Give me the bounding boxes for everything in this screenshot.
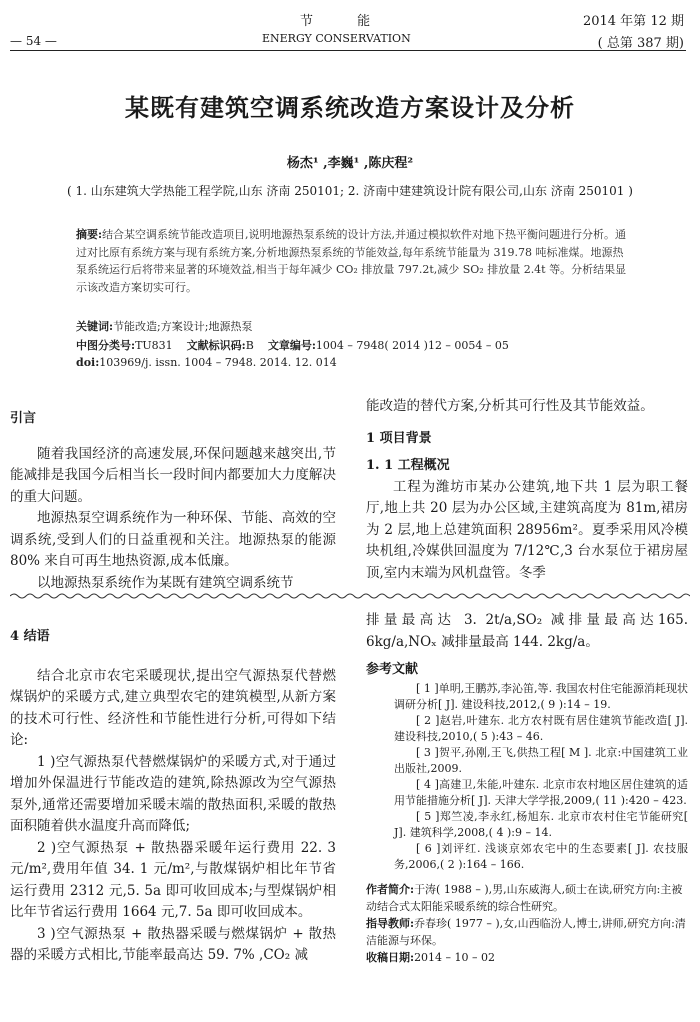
conclusion-heading: 4 结语 (10, 629, 50, 644)
intro-paragraph-2: 地源热泵空调系统作为一种环保、节能、高效的空调系统,受到人们的日益重视和关注。地源热泵的能源 80% 来自可再生地热资源,成本低廉。 (10, 510, 336, 569)
received-label: 收稿日期: (366, 950, 415, 964)
article-authors: 杨杰¹ ,李巍¹ ,陈庆程² (286, 156, 414, 171)
project-overview-paragraph: 工程为潍坊市某办公建筑,地下共 1 层为职工餐厅,地上共 20 层为办公区域,主建筑高度为 81m,裙房为 2 层,地上总建筑面积 28956m²。夏季采用风冷模块机组,冷媒供回温度为 7/12℃,3 台水泵位于裙房屋顶,室内末端为风机盘管。冬季 (366, 478, 688, 581)
reference-item: [ 1 ]单明,王鹏苏,李沁笛,等. 我国农村住宅能源消耗现状调研分析[ J]. 建设科技,2012,( 9 ):14 – 19. (394, 681, 688, 711)
doccode-label: 文献标识码: (186, 339, 246, 352)
clc-label: 中图分类号: (76, 339, 136, 352)
wavy-divider (10, 591, 690, 601)
issue-number: 2014 年第 12 期 (582, 14, 684, 29)
abstract-label: 摘要: (76, 228, 103, 241)
author-affiliation: ( 1. 山东建筑大学热能工程学院,山东 济南 250101; 2. 济南中建建筑设计院有限公司,山东 济南 250101 ) (67, 184, 633, 198)
conclusion-column (10, 626, 336, 967)
journal-name-en: ENERGY CONSERVATION (262, 32, 411, 45)
intro-paragraph-1: 随着我国经济的高速发展,环保问题越来越突出,节能减排是我国今后相当长一段时间内都要加大力度解决的重大问题。 (10, 445, 336, 505)
received-value: 2014 – 10 – 02 (414, 950, 496, 964)
advisor-label: 指导教师: (366, 916, 415, 930)
keywords-label: 关键词: (76, 320, 114, 333)
intro-continuation: 能改造的替代方案,分析其可行性及其节能效益。 (366, 398, 654, 414)
intro-column (10, 408, 336, 594)
author-bio-label: 作者简介: (366, 882, 415, 896)
reference-item: [ 6 ]刘评红. 浅谈京郊农宅中的生态要素[ J]. 农技服务,2006,( 2 ):164 – 166. (394, 841, 688, 871)
intro-heading: 引言 (10, 411, 37, 426)
classification-line (76, 337, 632, 353)
conclusion-continuation: 排量最高达 3. 2t/a,SO₂ 减排量最高达165. 6kg/a,NOₓ 减排量最高 144. 2kg/a。 (366, 612, 688, 650)
article-title: 某既有建筑空调系统改造方案设计及分析 (125, 93, 575, 122)
references-column (366, 610, 688, 966)
conclusion-paragraph-3: 2 )空气源热泵 + 散热器采暖年运行费用 22. 3 元/m²,费用年值 34. 1 元/m²,与散煤锅炉相比年节省运行费用 2312 元,5. 5a 即可收回成本;与型煤锅炉相比年节省运行费用 1664 元,7. 5a 即可收回成本。 (10, 839, 336, 920)
reference-list (366, 681, 688, 873)
reference-item: [ 2 ]赵岩,叶建东. 北方农村既有居住建筑节能改造[ J]. 建设科技,2010,( 5 ):43 – 46. (394, 713, 688, 743)
author-bio-text: 于涛( 1988 – ),男,山东威海人,硕士在读,研究方向:主被动结合式太阳能采暖系统的综合性研究。 (366, 882, 683, 913)
article-number-value: 1004 – 7948( 2014 )12 – 0054 – 05 (315, 339, 509, 352)
references-heading: 参考文献 (366, 662, 419, 677)
intro-paragraph-3: 以地源热泵系统作为某既有建筑空调系统节 (37, 574, 294, 591)
clc-value: TU831 (135, 339, 173, 352)
abstract-text: 结合某空调系统节能改造项目,说明地源热泵系统的设计方法,并通过模拟软件对地下热平衡问题进行分析。通过对比原有系统方案与现有系统方案,分析地源热泵系统的节能效益,每年系统节能量为 319.78 吨标准煤。地源热泵系统运行后将带来显著的环境效益,相当于每年减少 CO₂ 排放量 797.2t,减少 SO₂ 排放量 2.4t 等。分析结果显示该改造方案切实可行。 (76, 228, 627, 294)
section-1-1-heading: 1. 1 工程概况 (366, 458, 450, 473)
keywords-text: 节能改造;方案设计;地源热泵 (113, 320, 253, 333)
conclusion-paragraph-2: 1 )空气源热泵代替燃煤锅炉的采暖方式,对于通过增加外保温进行节能改造的建筑,除热源改为空气源热泵外,通常还需要增加采暖末端的散热面积,采暖的散热面积随着供水温度升高而降低; (10, 753, 336, 834)
doi-value: 103969/j. issn. 1004 – 7948. 2014. 12. 014 (99, 356, 337, 369)
advisor-bio (366, 915, 688, 949)
abstract (76, 226, 632, 296)
doccode-value: B (245, 339, 254, 352)
keywords-line (76, 318, 632, 334)
conclusion-paragraph-1: 结合北京市农宅采暖现状,提出空气源热泵代替燃煤锅炉的采暖方式,建立典型农宅的建筑模型,从新方案的技术可行性、经济性和节能性进行分析,可得如下结论: (10, 667, 336, 748)
background-column (366, 396, 688, 584)
page-number: — 54 — (10, 34, 57, 48)
header-divider (10, 50, 686, 51)
author-bio (366, 881, 688, 915)
advisor-text: 乔春珍( 1977 – ),女,山西临汾人,博士,讲师,研究方向:清洁能源与环保。 (366, 916, 686, 947)
journal-name-cn: 节 能 (300, 14, 391, 29)
reference-item: [ 3 ]贺平,孙刚,王飞,供热工程[ M ]. 北京:中国建筑工业出版社,2009. (394, 745, 688, 775)
article-number-label: 文章编号: (267, 339, 316, 352)
received-date (366, 949, 688, 966)
conclusion-paragraph-4: 3 )空气源热泵 + 散热器采暖与燃煤锅炉 + 散热器的采暖方式相比,节能率最高达 59. 7% ,CO₂ 减 (10, 925, 336, 963)
reference-item: [ 4 ]高建卫,朱能,叶建东. 北京市农村地区居住建筑的适用节能措施分析[ J]. 天津大学学报,2009,( 11 ):420 – 423. (394, 777, 688, 807)
section-1-heading: 1 项目背景 (366, 430, 432, 446)
total-issue-number: ( 总第 387 期) (597, 36, 684, 51)
doi-label: doi: (76, 356, 100, 369)
doi-line (76, 356, 632, 369)
reference-item: [ 5 ]郑竺凌,李永红,杨旭东. 北京市农村住宅节能研究[ J]. 建筑科学,2008,( 4 ):9 – 14. (394, 809, 688, 839)
